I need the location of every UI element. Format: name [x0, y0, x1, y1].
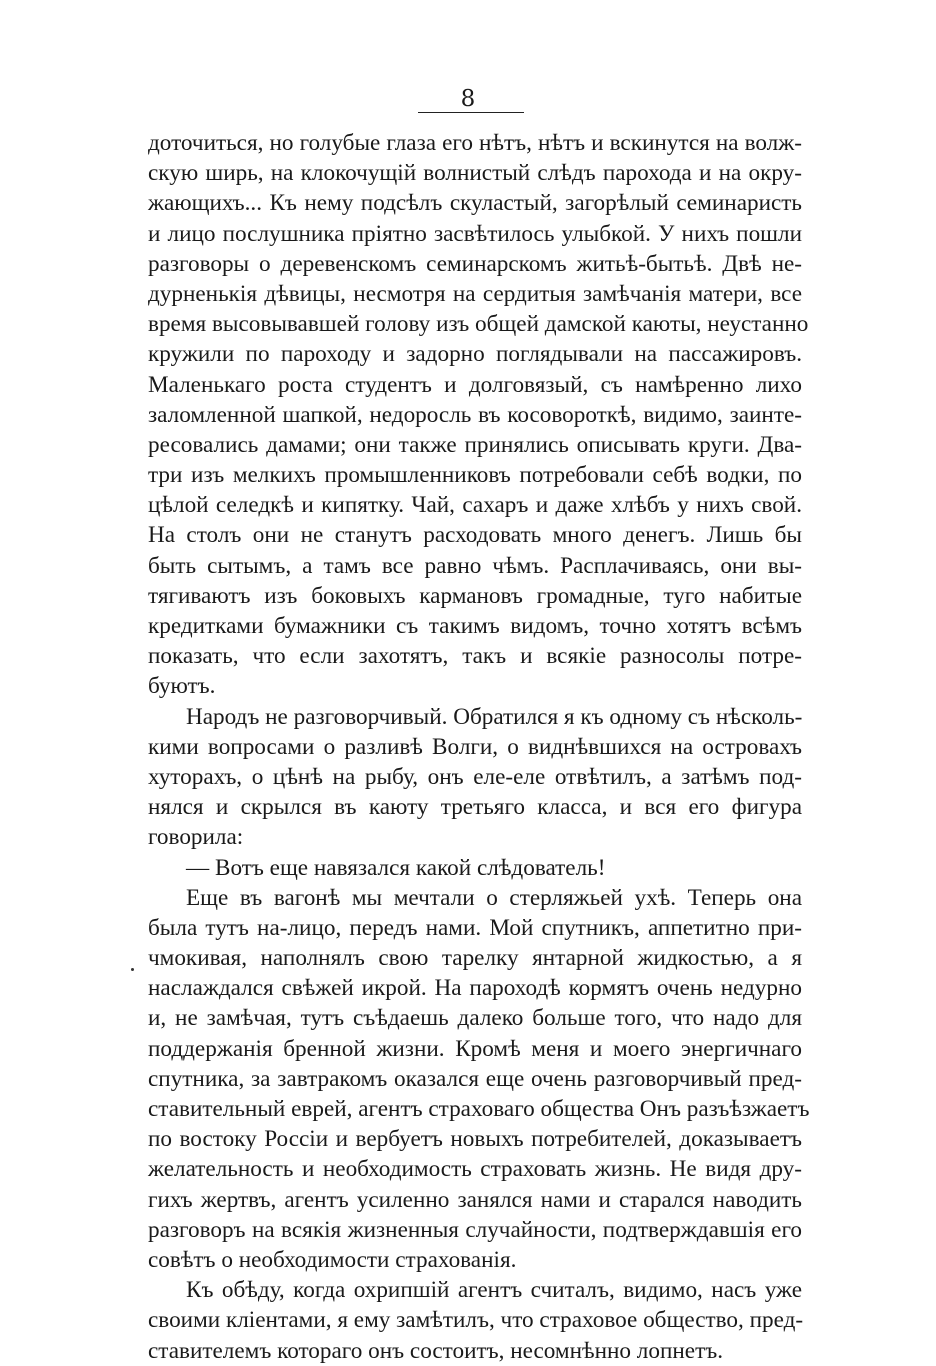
paragraph — [148, 883, 810, 1275]
text-line: буютъ. — [148, 673, 216, 700]
text-line: кими вопросами о разливѣ Волги, о виднѣвшихся на островахъ — [148, 733, 802, 760]
paragraph — [148, 128, 809, 702]
text-line: время высовывавшей голову изъ общей дамской каюты, неустанно — [148, 311, 809, 338]
text-line: хуторахъ, о цѣнѣ на рыбу, онъ еле-еле отвѣтилъ, а затѣмъ под- — [148, 763, 802, 790]
text-line: Къ обѣду, когда охрипшій агентъ считалъ, видимо, насъ уже — [186, 1277, 802, 1304]
body-text — [148, 128, 810, 1366]
text-line: Еще въ вагонѣ мы мечтали о стерляжьей ухѣ. Теперь она — [186, 884, 802, 911]
text-line: совѣтъ о необходимости страхованія. — [148, 1246, 517, 1273]
text-line: быть сытымъ, а тамъ все равно чѣмъ. Расплачиваясь, они вы- — [148, 552, 802, 579]
text-line: — Вотъ еще навязался какой слѣдователь! — [186, 854, 606, 881]
page-number: 8 — [460, 86, 476, 112]
text-line: своими кліентами, я ему замѣтилъ, что страховое общество, пред- — [148, 1307, 804, 1334]
text-line: показать, что если захотятъ, такъ и всякіе разносолы потре- — [148, 643, 802, 670]
text-line: наслаждался свѣжей икрой. На пароходѣ кормятъ очень недурно — [148, 975, 802, 1002]
text-line: цѣлой селедкѣ и кипятку. Чай, сахаръ и даже хлѣбъ у нихъ свой. — [148, 492, 802, 519]
text-line: три изъ мелкихъ промышленниковъ потребовали себѣ водки, по — [148, 462, 802, 489]
text-line: На столъ они не станутъ расходовать много денегъ. Лишь бы — [148, 522, 802, 549]
text-line: и лицо послушника пріятно засвѣтилось улыбкой. У нихъ пошли — [148, 220, 802, 247]
text-line: Народъ не разговорчивый. Обратился я къ одному съ нѣсколь- — [186, 703, 803, 730]
text-line: и, не замѣчая, тутъ съѣдаешь далеко больше того, что надо для — [148, 1005, 802, 1032]
text-line: спутника, за завтракомъ оказался еще очень разговорчивый пред- — [148, 1065, 802, 1092]
page-header — [0, 86, 936, 112]
text-line: была тутъ на-лицо, передъ нами. Мой спутникъ, аппетитно при- — [148, 914, 802, 941]
text-line: говорила: — [148, 824, 244, 851]
text-line: ставителемъ котораго онъ состоитъ, несомнѣнно лопнетъ. — [148, 1337, 723, 1364]
text-line: разговоры о деревенскомъ семинарскомъ житьѣ-бытьѣ. Двѣ не- — [148, 250, 802, 277]
text-line: кредитками бумажники съ такимъ видомъ, точно хотятъ всѣмъ — [148, 613, 802, 639]
text-line: разговоръ на всякія жизненныя случайности, подтверждавшія его — [148, 1216, 802, 1243]
paragraph — [148, 1275, 802, 1366]
paragraph — [148, 853, 802, 883]
text-line: нялся и скрылся въ каюту третьяго класса, и вся его фигура — [148, 794, 802, 821]
paragraph — [148, 702, 802, 853]
text-line: кружили по пароходу и задорно поглядывали на пассажировъ. — [148, 341, 802, 368]
text-line: тягиваютъ изъ боковыхъ кармановъ громадные, туго набитые — [148, 582, 802, 609]
text-line: дурненькія дѣвицы, несмотря на сердитыя замѣчанія матери, все — [148, 280, 802, 307]
header-rule — [418, 112, 524, 113]
text-line: жающихъ... Къ нему подсѣлъ скуластый, загорѣлый семинаристь — [148, 190, 802, 217]
text-line: заломленной шапкой, недоросль въ косовороткѣ, видимо, заинте- — [148, 401, 802, 428]
text-line: ставительный еврей, агентъ страховаго общества Онъ разъѣзжаетъ — [148, 1096, 810, 1122]
text-line: доточиться, но голубые глаза его нѣтъ, нѣтъ и вскинутся на волж- — [148, 130, 802, 156]
text-line: желательность и необходимость страховать жизнь. Не видя дру- — [148, 1156, 802, 1183]
text-line: гихъ жертвъ, агентъ усиленно занялся нами и старался наводить — [148, 1186, 802, 1213]
text-line: скую ширь, на клокочущій волнистый слѣдъ парохода и на окру- — [148, 160, 802, 187]
text-line: по востоку Россіи и вербуетъ новыхъ потребителей, доказываетъ — [148, 1126, 802, 1153]
margin-speck — [131, 968, 134, 971]
text-line: чмокивая, наполнялъ свою тарелку янтарной жидкостью, а я — [148, 945, 802, 972]
text-line: Маленькаго роста студентъ и долговязый, съ намѣренно лихо — [148, 371, 802, 398]
text-line: ресовались дамами; они также принялись описывать круги. Два- — [148, 431, 802, 458]
text-line: поддержанія бренной жизни. Кромѣ меня и моего энергичнаго — [148, 1035, 802, 1062]
